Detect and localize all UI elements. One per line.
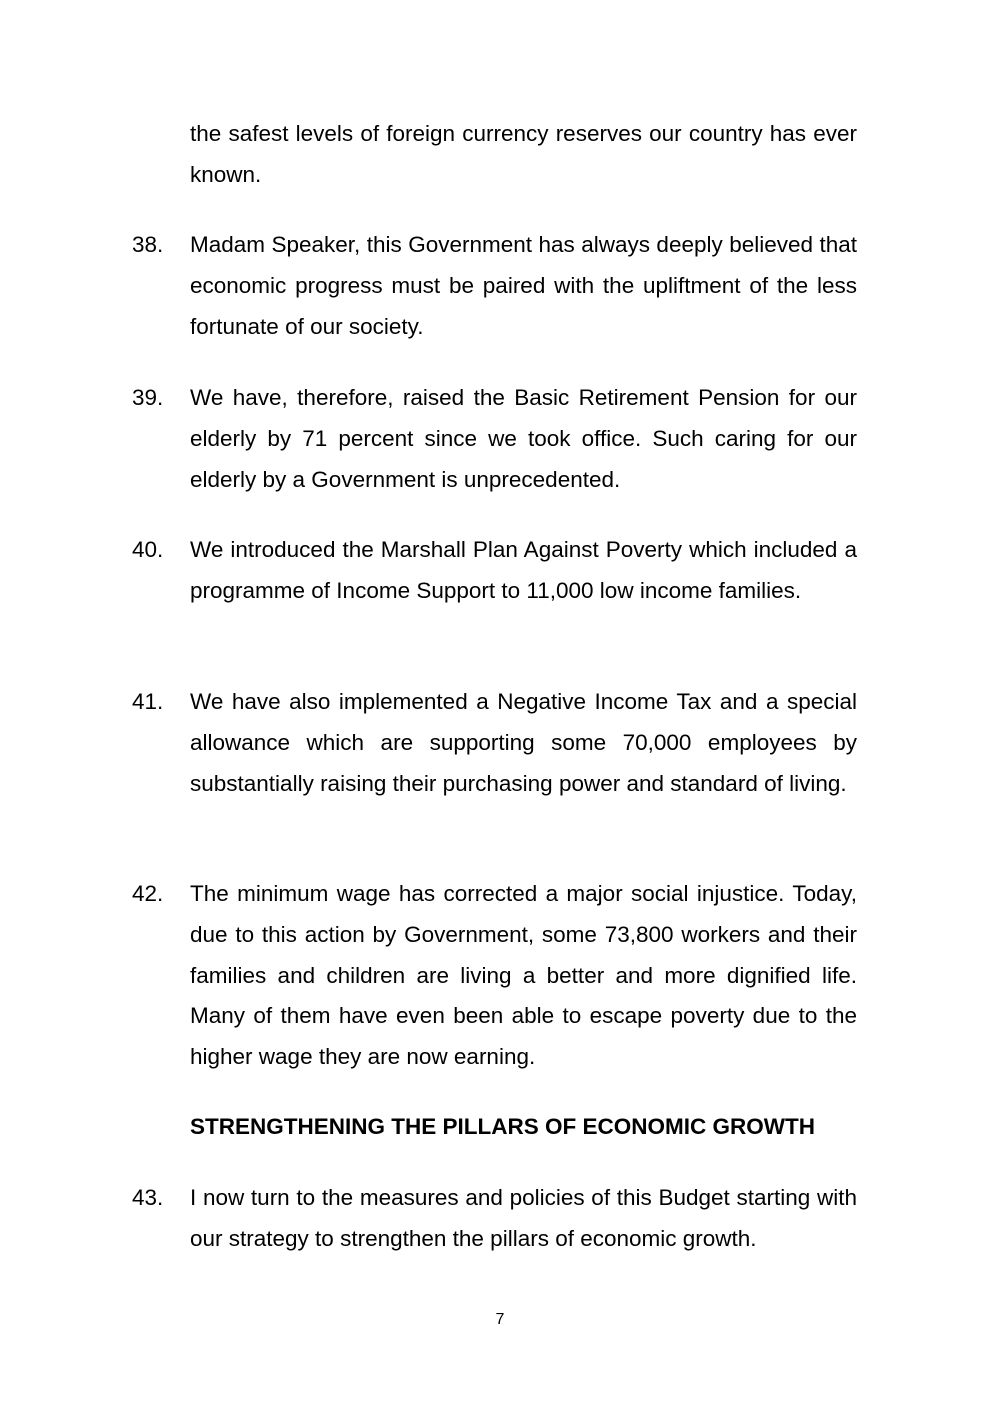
paragraph-39-text: We have, therefore, raised the Basic Retirement Pension for our elderly by 71 percent since we took office. Such caring for our elderly by a Government is unprecedented. (190, 385, 857, 492)
paragraph-number-42: 42. (132, 881, 164, 906)
section-heading: STRENGTHENING THE PILLARS OF ECONOMIC GROWTH (190, 1114, 815, 1139)
continuation-paragraph: the safest levels of foreign currency reserves our country has ever known. (190, 121, 857, 187)
page-number: 7 (495, 1311, 505, 1328)
paragraph-42-text: The minimum wage has corrected a major social injustice. Today, due to this action by Government, some 73,800 workers and their families and children are living a better and more dignified life. Many of them have even been able to escape poverty due to the higher wage they are now earning. (190, 881, 857, 1070)
paragraph-38-text: Madam Speaker, this Government has always deeply believed that economic progress must be paired with the upliftment of the less fortunate of our society. (190, 232, 857, 339)
paragraph-number-39: 39. (132, 385, 164, 410)
paragraph-41-text: We have also implemented a Negative Income Tax and a special allowance which are supporting some 70,000 employees by substantially raising their purchasing power and standard of living. (190, 689, 857, 796)
paragraph-number-41: 41. (132, 689, 164, 714)
paragraph-number-38: 38. (132, 232, 164, 257)
paragraph-40-text: We introduced the Marshall Plan Against Poverty which included a programme of Income Support to 11,000 low income families. (190, 537, 857, 603)
paragraph-number-40: 40. (132, 537, 164, 562)
paragraph-number-43: 43. (132, 1185, 164, 1210)
paragraph-43-text: I now turn to the measures and policies of this Budget starting with our strategy to strengthen the pillars of economic growth. (190, 1185, 857, 1251)
